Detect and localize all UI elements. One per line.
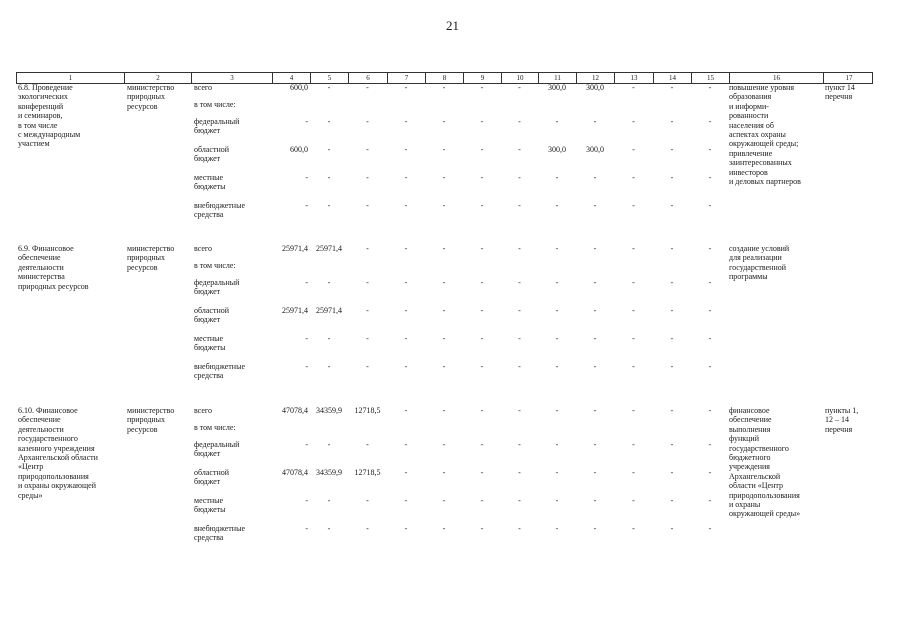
funding-value: - (366, 362, 369, 371)
funding-value: 25971,4 (316, 244, 342, 253)
column-number-17: 17 (845, 74, 853, 82)
funding-source: областной бюджет (194, 306, 230, 325)
funding-value: 12718,5 (354, 406, 381, 415)
page-number: 21 (446, 18, 459, 33)
funding-value: 300,0 (586, 145, 604, 154)
funding-source: федеральный бюджет (194, 117, 240, 136)
funding-value: - (670, 362, 674, 371)
funding-value: - (708, 406, 712, 415)
funding-value: - (480, 440, 484, 449)
funding-value: - (670, 440, 674, 449)
funding-value: - (480, 468, 484, 477)
funding-value: - (632, 145, 635, 154)
funding-source: всего (194, 406, 213, 415)
funding-value: - (480, 334, 484, 343)
funding-value: 25971,4 (282, 306, 308, 315)
funding-value: - (518, 83, 521, 92)
funding-value: - (305, 278, 308, 287)
funding-value: - (708, 83, 712, 92)
funding-value: - (480, 524, 484, 533)
funding-value: - (480, 406, 484, 415)
funding-value: - (593, 117, 597, 126)
funding-value: - (670, 278, 674, 287)
funding-value: - (305, 173, 308, 182)
funding-value: - (366, 83, 369, 92)
funding-value: - (670, 406, 674, 415)
funding-value: - (404, 362, 408, 371)
funding-source: местные бюджеты (194, 334, 226, 353)
funding-value: - (442, 201, 446, 210)
funding-value: - (327, 278, 331, 287)
funding-value: - (480, 117, 484, 126)
activity-name: 6.9. Финансовое обеспечение деятельности министерства природных ресурсов (18, 244, 89, 291)
funding-value: - (708, 278, 712, 287)
funding-value: - (305, 334, 308, 343)
funding-value: - (632, 362, 635, 371)
funding-value: - (442, 244, 446, 253)
funding-value: - (670, 117, 674, 126)
funding-value: - (632, 440, 635, 449)
funding-value: - (632, 201, 635, 210)
funding-value: - (593, 201, 597, 210)
funding-value: - (593, 278, 597, 287)
funding-value: - (366, 334, 369, 343)
funding-value: - (366, 145, 369, 154)
funding-value: - (708, 440, 712, 449)
funding-value: 34359,9 (316, 406, 342, 415)
funding-value: - (442, 173, 446, 182)
funding-value: - (555, 278, 559, 287)
funding-value: - (327, 117, 331, 126)
funding-value: - (518, 306, 521, 315)
funding-value: - (442, 440, 446, 449)
funding-value: - (518, 524, 521, 533)
funding-value: - (480, 201, 484, 210)
funding-value: - (305, 524, 308, 533)
funding-value: - (480, 362, 484, 371)
funding-value: - (518, 468, 521, 477)
list-reference: пункты 1, 12 – 14 перечня (825, 406, 859, 434)
funding-value: - (708, 244, 712, 253)
funding-value: - (670, 145, 674, 154)
expected-result: создание условий для реализации государственной программы (729, 244, 790, 282)
funding-source: местные бюджеты (194, 173, 226, 192)
funding-value: - (708, 306, 712, 315)
funding-value: - (708, 201, 712, 210)
funding-value: - (480, 145, 484, 154)
funding-value: - (305, 201, 308, 210)
funding-value: - (670, 306, 674, 315)
funding-value: - (593, 406, 597, 415)
funding-value: - (632, 468, 635, 477)
column-number-2: 2 (125, 73, 192, 83)
funding-value: 300,0 (548, 83, 566, 92)
funding-value: - (708, 117, 712, 126)
funding-value: - (366, 173, 369, 182)
funding-value: - (404, 468, 408, 477)
funding-value: - (442, 83, 446, 92)
funding-value: - (404, 306, 408, 315)
executor-name: министерство природных ресурсов (127, 83, 175, 111)
column-number-16: 16 (730, 73, 824, 83)
funding-source: в том числе: (194, 100, 236, 109)
activity-name: 6.10. Финансовое обеспечение деятельности государственного казенного учреждения Архангельской области «Центр природопользования и охраны окружающей среды» (18, 406, 98, 500)
funding-value: - (708, 524, 712, 533)
funding-value: - (518, 334, 521, 343)
funding-value: - (593, 468, 597, 477)
funding-value: - (518, 406, 521, 415)
funding-value: - (442, 406, 446, 415)
funding-value: - (632, 173, 635, 182)
funding-value: - (632, 278, 635, 287)
funding-value: - (632, 306, 635, 315)
column-number-9: 9 (464, 73, 502, 83)
funding-value: - (404, 524, 408, 533)
column-number-4: 4 (273, 73, 311, 83)
funding-value: - (518, 362, 521, 371)
funding-value: - (555, 468, 559, 477)
funding-value: 300,0 (586, 83, 604, 92)
funding-value: - (366, 117, 369, 126)
funding-value: - (480, 244, 484, 253)
funding-value: - (327, 201, 331, 210)
funding-value: - (404, 406, 408, 415)
funding-value: - (480, 496, 484, 505)
funding-source: в том числе: (194, 261, 236, 270)
funding-value: - (632, 83, 635, 92)
funding-value: - (327, 440, 331, 449)
funding-value: - (708, 145, 712, 154)
funding-value: - (593, 244, 597, 253)
column-number-12: 12 (577, 73, 615, 83)
activity-name: 6.8. Проведение экологических конференций и семинаров, в том числе с международным участием (18, 83, 81, 149)
funding-value: - (632, 244, 635, 253)
funding-source: федеральный бюджет (194, 278, 240, 297)
funding-value: 47078,4 (282, 468, 308, 477)
funding-value: - (708, 468, 712, 477)
funding-value: - (518, 201, 521, 210)
column-number-8: 8 (426, 73, 464, 83)
funding-value: - (404, 278, 408, 287)
funding-value: - (366, 278, 369, 287)
funding-value: - (632, 496, 635, 505)
funding-value: - (518, 440, 521, 449)
funding-value: - (593, 173, 597, 182)
funding-value: - (305, 362, 308, 371)
funding-value: - (555, 440, 559, 449)
funding-value: 25971,4 (316, 306, 342, 315)
funding-value: 600,0 (290, 145, 308, 154)
column-number-13: 13 (615, 73, 654, 83)
funding-source: федеральный бюджет (194, 440, 240, 459)
funding-value: - (442, 334, 446, 343)
funding-value: - (555, 244, 559, 253)
funding-value: - (670, 334, 674, 343)
funding-value: - (327, 334, 331, 343)
funding-value: - (593, 440, 597, 449)
funding-value: - (555, 334, 559, 343)
funding-value: - (555, 173, 559, 182)
funding-value: - (670, 524, 674, 533)
funding-value: - (670, 173, 674, 182)
funding-source: областной бюджет (194, 145, 230, 164)
funding-value: - (555, 306, 559, 315)
funding-value: - (593, 496, 597, 505)
funding-value: - (518, 173, 521, 182)
funding-value: - (670, 496, 674, 505)
funding-value: - (632, 117, 635, 126)
column-number-7: 7 (388, 73, 426, 83)
funding-source: местные бюджеты (194, 496, 226, 515)
funding-value: - (555, 201, 559, 210)
funding-value: 600,0 (290, 83, 308, 92)
funding-value: - (593, 524, 597, 533)
funding-source: внебюджетные средства (194, 201, 245, 220)
funding-value: - (404, 201, 408, 210)
funding-value: - (366, 201, 369, 210)
funding-value: - (404, 83, 408, 92)
funding-value: - (632, 334, 635, 343)
funding-value: - (555, 496, 559, 505)
funding-value: - (518, 244, 521, 253)
funding-value: - (327, 524, 331, 533)
funding-value: 25971,4 (282, 244, 308, 253)
funding-value: - (442, 278, 446, 287)
funding-value: - (327, 173, 331, 182)
funding-value: - (404, 117, 408, 126)
funding-source: внебюджетные средства (194, 362, 245, 381)
executor-name: министерство природных ресурсов (127, 406, 175, 434)
funding-source: всего (194, 244, 213, 253)
funding-value: - (555, 524, 559, 533)
funding-value: - (404, 440, 408, 449)
funding-value: - (327, 362, 331, 371)
funding-value: - (632, 524, 635, 533)
column-number-6: 6 (349, 73, 388, 83)
column-number-3: 3 (192, 73, 273, 83)
funding-value: - (442, 306, 446, 315)
funding-value: - (670, 244, 674, 253)
funding-value: - (442, 145, 446, 154)
funding-value: - (670, 83, 674, 92)
funding-value: - (327, 496, 331, 505)
funding-value: - (442, 468, 446, 477)
funding-value: - (670, 468, 674, 477)
funding-value: - (442, 496, 446, 505)
funding-value: - (593, 306, 597, 315)
funding-value: 34359,9 (316, 468, 342, 477)
funding-value: - (518, 117, 521, 126)
funding-value: 12718,5 (354, 468, 381, 477)
funding-source: всего (194, 83, 213, 92)
funding-value: - (404, 496, 408, 505)
funding-source: внебюджетные средства (194, 524, 245, 543)
funding-value: - (404, 244, 408, 253)
funding-value: - (708, 173, 712, 182)
funding-value: - (442, 117, 446, 126)
funding-value: - (366, 306, 369, 315)
funding-value: - (708, 362, 712, 371)
funding-value: - (632, 406, 635, 415)
funding-value: - (593, 362, 597, 371)
column-number-5: 5 (311, 73, 349, 83)
funding-value: - (480, 278, 484, 287)
funding-value: - (404, 145, 408, 154)
funding-value: - (442, 524, 446, 533)
funding-value: - (404, 334, 408, 343)
funding-value: - (480, 83, 484, 92)
funding-value: - (366, 524, 369, 533)
funding-value: - (327, 145, 331, 154)
funding-value: - (480, 306, 484, 315)
funding-source: в том числе: (194, 423, 236, 432)
executor-name: министерство природных ресурсов (127, 244, 175, 272)
funding-value: - (480, 173, 484, 182)
funding-value: - (518, 278, 521, 287)
funding-value: - (670, 201, 674, 210)
expected-result: повышение уровня образования и информи- рованности населения об аспектах охраны окружающей среды; привлечение заинтересованных инвесторов и деловых партнеров (729, 83, 801, 187)
column-number-14: 14 (654, 73, 692, 83)
funding-value: - (305, 440, 308, 449)
funding-value: - (518, 145, 521, 154)
column-number-1: 1 (17, 73, 125, 83)
funding-value: - (366, 440, 369, 449)
column-number-15: 15 (692, 73, 730, 83)
funding-value: - (708, 334, 712, 343)
funding-value: - (305, 117, 308, 126)
expected-result: финансовое обеспечение выполнения функций государственного бюджетного учреждения Архангельской области «Центр природопользования и охраны окружающей среды» (729, 406, 801, 519)
funding-value: - (442, 362, 446, 371)
column-number-11: 11 (539, 73, 577, 83)
funding-value: - (593, 334, 597, 343)
funding-value: - (518, 496, 521, 505)
funding-value: - (708, 496, 712, 505)
funding-value: - (366, 496, 369, 505)
funding-value: 300,0 (548, 145, 566, 154)
funding-value: - (555, 406, 559, 415)
funding-value: - (555, 362, 559, 371)
funding-value: 47078,4 (282, 406, 308, 415)
funding-value: - (404, 173, 408, 182)
funding-value: - (366, 244, 369, 253)
column-number-10: 10 (502, 73, 539, 83)
funding-value: - (555, 117, 559, 126)
funding-value: - (327, 83, 331, 92)
funding-value: - (305, 496, 308, 505)
funding-source: областной бюджет (194, 468, 230, 487)
list-reference: пункт 14 перечня (825, 83, 855, 102)
